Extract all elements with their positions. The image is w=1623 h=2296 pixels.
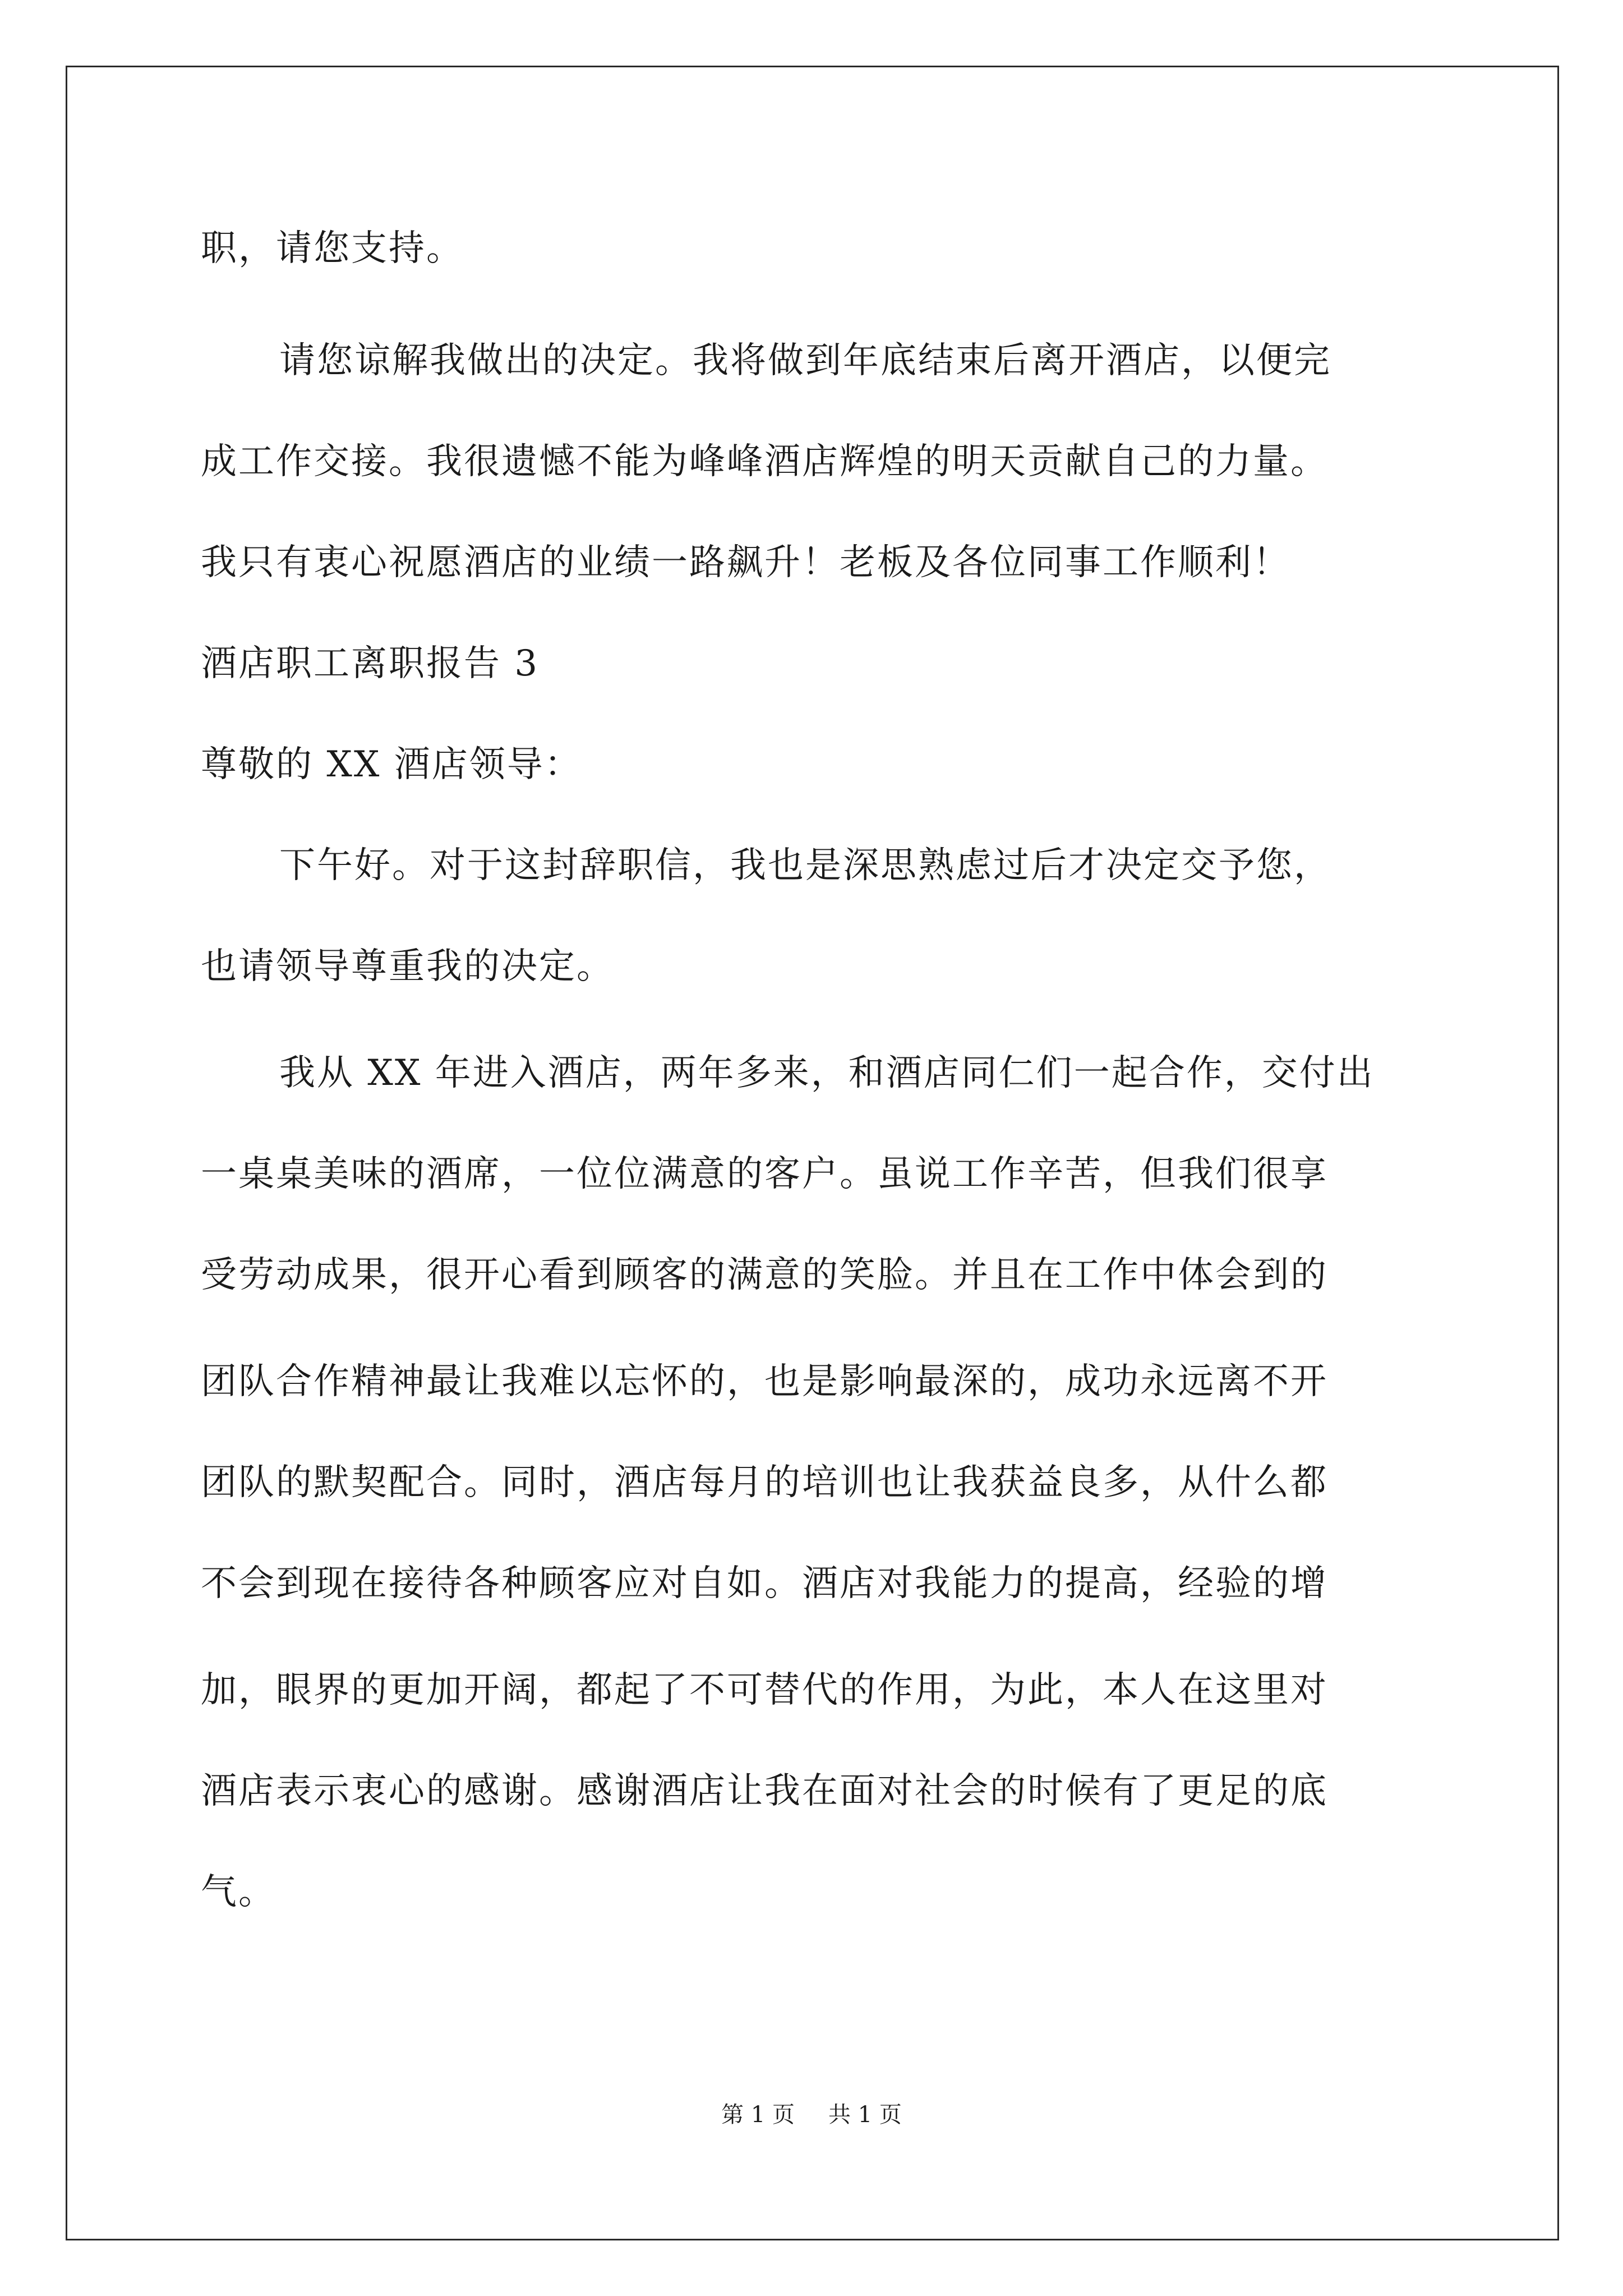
page-number: 第 1 页 bbox=[721, 2102, 795, 2128]
text-line: 职，请您支持。 bbox=[201, 228, 464, 269]
text-line: 酒店表示衷心的感谢。感谢酒店让我在面对社会的时候有了更足的底 bbox=[201, 1770, 1328, 1812]
text-line: 气。 bbox=[201, 1871, 276, 1913]
salutation: 尊敬的 XX 酒店领导： bbox=[201, 744, 582, 785]
page-footer bbox=[0, 2098, 1623, 2132]
text-line: 我从 XX 年进入酒店，两年多来，和酒店同仁们一起合作，交付出 bbox=[279, 1052, 1375, 1094]
text-line: 团队的默契配合。同时，酒店每月的培训也让我获益良多，从什么都 bbox=[201, 1462, 1328, 1503]
text-line: 成工作交接。我很遗憾不能为峰峰酒店辉煌的明天贡献自己的力量。 bbox=[201, 441, 1328, 482]
text-line: 一桌桌美味的酒席，一位位满意的客户。虽说工作辛苦，但我们很享 bbox=[201, 1153, 1328, 1195]
text-line: 我只有衷心祝愿酒店的业绩一路飙升！老板及各位同事工作顺利！ bbox=[201, 542, 1290, 583]
text-line: 不会到现在接待各种顾客应对自如。酒店对我能力的提高，经验的增 bbox=[201, 1563, 1328, 1604]
text-line: 加，眼界的更加开阔，都起了不可替代的作用，为此，本人在这里对 bbox=[201, 1669, 1328, 1711]
page-total: 共 1 页 bbox=[828, 2102, 902, 2128]
text-line: 下午好。对于这封辞职信，我也是深思熟虑过后才决定交予您， bbox=[279, 845, 1331, 886]
text-line: 受劳动成果，很开心看到顾客的满意的笑脸。并且在工作中体会到的 bbox=[201, 1254, 1328, 1296]
text-line: 团队合作精神最让我难以忘怀的，也是影响最深的，成功永远离不开 bbox=[201, 1361, 1328, 1402]
section-heading: 酒店职工离职报告 3 bbox=[201, 643, 540, 684]
text-line: 请您谅解我做出的决定。我将做到年底结束后离开酒店，以便完 bbox=[279, 340, 1331, 381]
text-line: 也请领导尊重我的决定。 bbox=[201, 946, 614, 987]
